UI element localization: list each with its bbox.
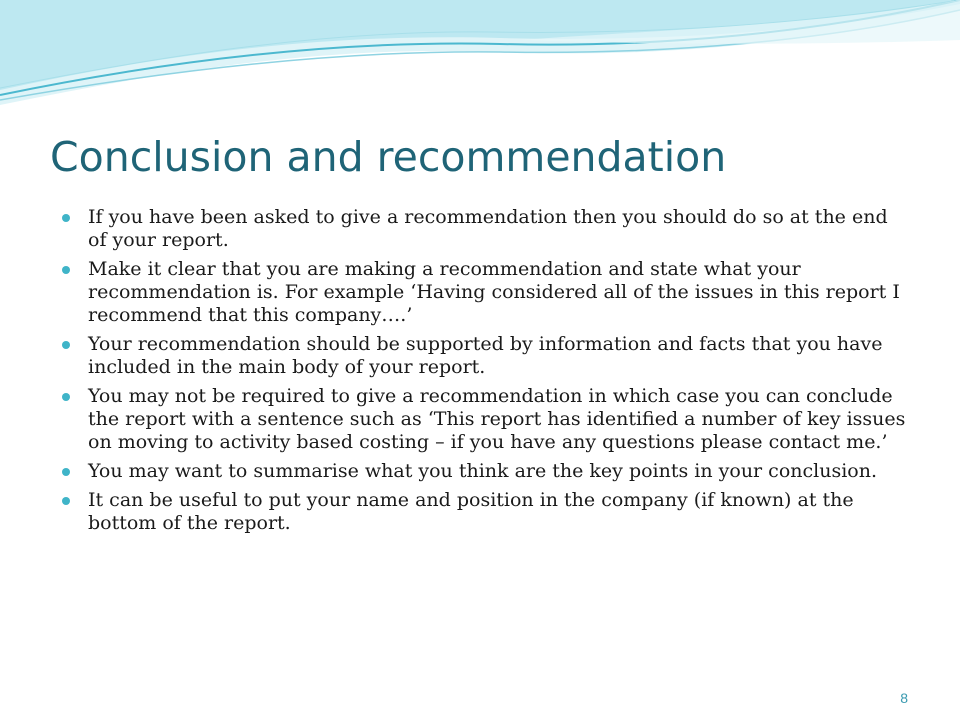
bullet-text: You may want to summarise what you think are the key points in your conclusion. <box>88 460 877 482</box>
bullet-text: You may not be required to give a recommendation in which case you can conclude the report with a sentence such as ‘This report has identified a number of key issues on moving to activity based costing – if you have any questions please contact me.’ <box>88 385 906 453</box>
bullet-dot-icon <box>62 497 70 505</box>
bullet-dot-icon <box>62 266 70 274</box>
bullet-dot-icon <box>62 393 70 401</box>
bullet-item <box>62 206 910 252</box>
bullet-item <box>62 489 910 535</box>
header-wave-decoration <box>0 0 960 115</box>
bullet-text: Make it clear that you are making a recommendation and state what your recommendation is. For example ‘Having considered all of the issues in this report I recommend that this company….’ <box>88 258 900 326</box>
bullet-text: Your recommendation should be supported by information and facts that you have included in the main body of your report. <box>88 333 883 378</box>
bullet-dot-icon <box>62 214 70 222</box>
bullet-text: If you have been asked to give a recommendation then you should do so at the end of your report. <box>88 206 888 251</box>
bullet-item <box>62 385 910 454</box>
bullet-item <box>62 460 910 483</box>
bullet-item <box>62 258 910 327</box>
bullet-list <box>62 206 910 541</box>
slide-title: Conclusion and recommendation <box>50 133 727 181</box>
bullet-text: It can be useful to put your name and position in the company (if known) at the bottom of the report. <box>88 489 854 534</box>
slide-number: 8 <box>900 690 908 706</box>
bullet-dot-icon <box>62 468 70 476</box>
bullet-item <box>62 333 910 379</box>
bullet-dot-icon <box>62 341 70 349</box>
